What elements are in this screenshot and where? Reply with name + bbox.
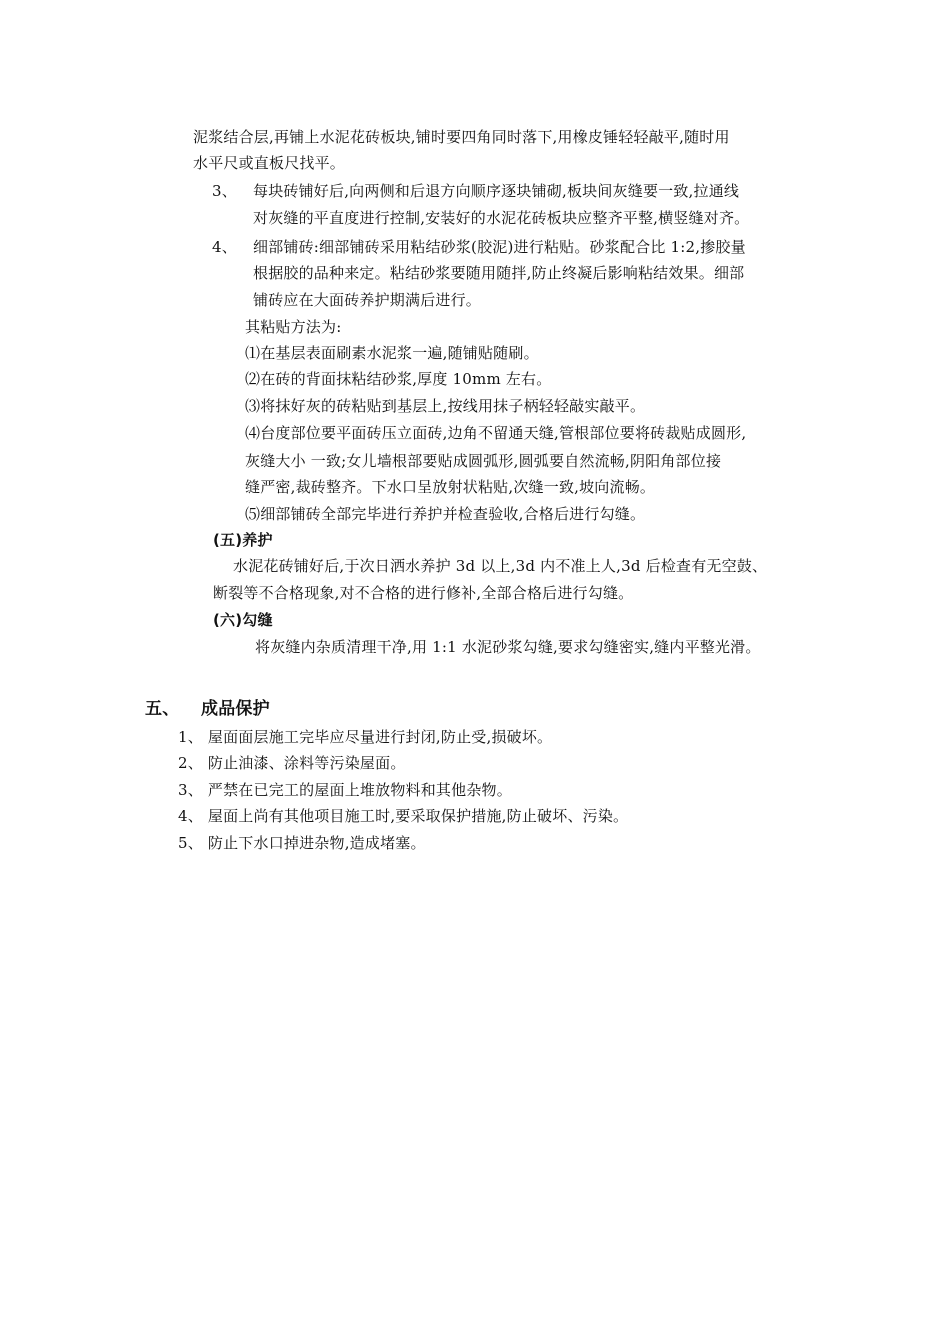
list-item: 4、 屋面上尚有其他项目施工时,要采取保护措施,防止破坏、污染。 [178, 807, 629, 825]
paragraph-line: 将灰缝内杂质清理干净,用 1:1 水泥砂浆勾缝,要求勾缝密实,缝内平整光滑。 [255, 638, 761, 656]
paragraph-line: 其粘贴方法为: [245, 318, 342, 336]
paragraph-line: 对灰缝的平直度进行控制,安装好的水泥花砖板块应整齐平整,横竖缝对齐。 [253, 209, 750, 227]
list-item: 5、 防止下水口掉进杂物,造成堵塞。 [178, 834, 426, 852]
list-item: 2、 防止油漆、涂料等污染屋面。 [178, 754, 406, 772]
paragraph-line: 水泥花砖铺好后,于次日洒水养护 3d 以上,3d 内不准上人,3d 后检查有无空鼓、 [233, 557, 768, 575]
list-item: ⑶将抹好灰的砖粘贴到基层上,按线用抹子柄轻轻敲实敲平。 [245, 397, 646, 415]
list-item: 灰缝大小 一致;女儿墙根部要贴成圆弧形,圆弧要自然流畅,阴阳角部位接 [245, 452, 722, 470]
paragraph-line: 细部铺砖:细部铺砖采用粘结砂浆(胶泥)进行粘贴。砂浆配合比 1:2,掺胶量 [253, 238, 746, 256]
list-number: 4、 [212, 238, 237, 256]
section-title: 成品保护 [201, 699, 270, 719]
list-item: 3、 严禁在已完工的屋面上堆放物料和其他杂物。 [178, 781, 512, 799]
list-item: 1、 屋面面层施工完毕应尽量进行封闭,防止受,损破坏。 [178, 728, 553, 746]
subsection-heading-pointing: (六)勾缝 [213, 611, 273, 629]
list-item: ⑸细部铺砖全部完毕进行养护并检查验收,合格后进行勾缝。 [245, 505, 646, 523]
list-number: 3、 [212, 182, 237, 200]
subsection-heading-curing: (五)养护 [213, 531, 273, 549]
section-number: 五、 [145, 699, 180, 719]
paragraph-line: 断裂等不合格现象,对不合格的进行修补,全部合格后进行勾缝。 [213, 584, 634, 602]
paragraph-line: 每块砖铺好后,向两侧和后退方向顺序逐块铺砌,板块间灰缝要一致,拉通线 [253, 182, 740, 200]
list-item: ⑵在砖的背面抹粘结砂浆,厚度 10mm 左右。 [245, 370, 552, 388]
paragraph-line: 泥浆结合层,再铺上水泥花砖板块,铺时要四角同时落下,用橡皮锤轻轻敲平,随时用 [193, 128, 730, 146]
paragraph-line: 水平尺或直板尺找平。 [193, 154, 346, 172]
paragraph-line: 根据胶的品种来定。粘结砂浆要随用随拌,防止终凝后影响粘结效果。细部 [253, 264, 745, 282]
paragraph-line: 铺砖应在大面砖养护期满后进行。 [253, 291, 482, 309]
list-item: ⑷台度部位要平面砖压立面砖,边角不留通天缝,管根部位要将砖裁贴成圆形, [245, 424, 747, 442]
list-item: ⑴在基层表面刷素水泥浆一遍,随铺贴随刷。 [245, 344, 539, 362]
list-item: 缝严密,裁砖整齐。下水口呈放射状粘贴,次缝一致,坡向流畅。 [245, 478, 656, 496]
